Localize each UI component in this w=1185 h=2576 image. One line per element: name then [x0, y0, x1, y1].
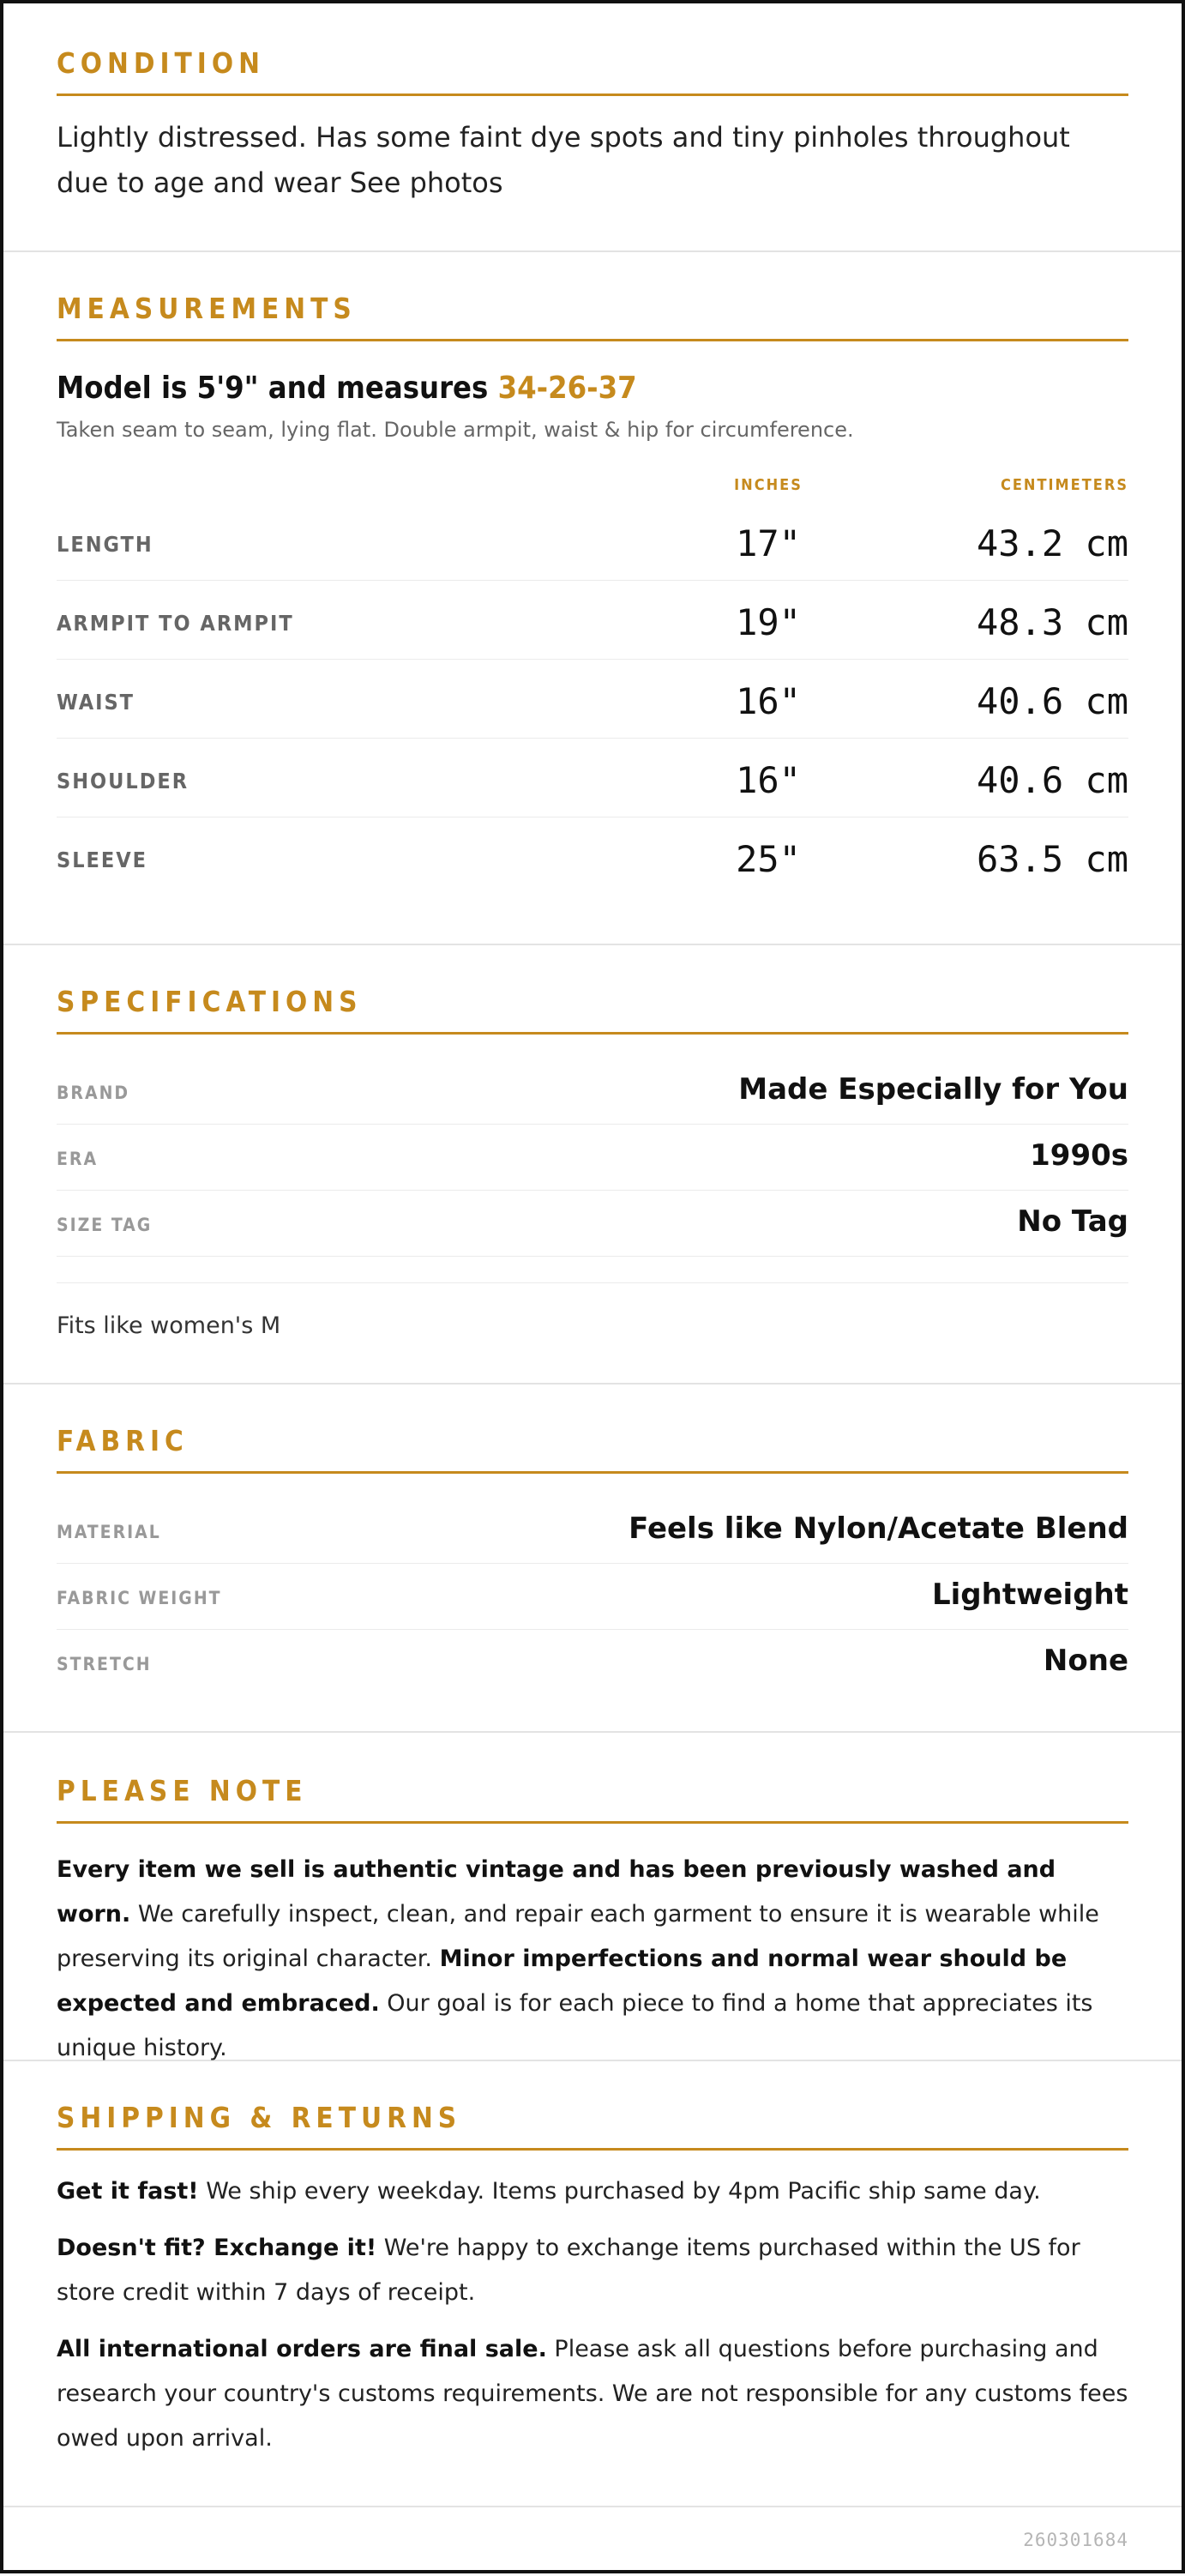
- measurement-label: WAIST: [57, 690, 135, 715]
- centimeters-column-header: CENTIMETERS: [1000, 476, 1128, 494]
- table-row: [57, 817, 1128, 896]
- fabric-label: FABRIC WEIGHT: [57, 1588, 222, 1608]
- measurement-note: Taken seam to seam, lying flat. Double armpit, waist & hip for circumference.: [57, 418, 854, 442]
- fabric-label: STRETCH: [57, 1654, 152, 1674]
- fabric-label: MATERIAL: [57, 1522, 161, 1542]
- table-row: [57, 660, 1128, 739]
- specifications-section: [3, 945, 1182, 1385]
- fit-note: Fits like women's M: [57, 1282, 1128, 1339]
- please-note-section: [3, 1733, 1182, 2061]
- list-item: [57, 1191, 1128, 1257]
- shipping-heading: SHIPPING & RETURNS: [57, 2101, 1128, 2151]
- fabric-list: [57, 1498, 1128, 1696]
- product-code: 260301684: [1023, 2530, 1128, 2550]
- list-item: [57, 2226, 1128, 2315]
- table-row: [57, 581, 1128, 660]
- list-item: [57, 2169, 1128, 2214]
- measurement-cm: 48.3 cm: [976, 601, 1128, 643]
- spec-value: 1990s: [1030, 1138, 1128, 1173]
- fabric-value: Feels like Nylon/Acetate Blend: [629, 1511, 1128, 1546]
- list-item: [57, 1630, 1128, 1696]
- inches-column-header: INCHES: [734, 476, 803, 494]
- shipping-text: We ship every weekday. Items purchased by 4pm Pacific ship same day.: [198, 2178, 1041, 2205]
- measurement-label: ARMPIT TO ARMPIT: [57, 611, 294, 636]
- table-row: [57, 739, 1128, 817]
- spec-value: Made Especially for You: [738, 1072, 1128, 1107]
- list-item: [57, 1125, 1128, 1191]
- model-measure-value: 34-26-37: [497, 371, 637, 406]
- measurement-cm: 40.6 cm: [976, 680, 1128, 722]
- list-item: [57, 1059, 1128, 1125]
- shipping-text: Please ask all questions before purchasing and research your country's customs requirements. We are not responsible for any customs fees owed upon arrival.: [57, 2336, 1128, 2452]
- shipping-list: [57, 2169, 1128, 2461]
- specifications-heading: SPECIFICATIONS: [57, 985, 1128, 1035]
- shipping-bold: Doesn't fit? Exchange it!: [57, 2235, 377, 2261]
- measurement-table: [57, 502, 1128, 896]
- measurement-cm: 63.5 cm: [976, 838, 1128, 880]
- measurements-section: [3, 252, 1182, 945]
- note-text-1: We carefully inspect, clean, and repair each garment to ensure it is wearable while preserving its original character.: [57, 1901, 1099, 1972]
- spec-label: BRAND: [57, 1083, 130, 1103]
- list-item: [57, 2327, 1128, 2461]
- measurement-inches: 17": [736, 522, 801, 564]
- shipping-returns-section: [3, 2061, 1182, 2507]
- measurement-inches: 19": [736, 601, 801, 643]
- measurement-inches: 16": [736, 680, 801, 722]
- list-item: [57, 1498, 1128, 1564]
- spec-label: ERA: [57, 1149, 99, 1169]
- footer: [3, 2507, 1182, 2576]
- measurement-cm: 43.2 cm: [976, 522, 1128, 564]
- measurement-label: SLEEVE: [57, 848, 148, 872]
- measurement-label: SHOULDER: [57, 769, 189, 793]
- fabric-section: [3, 1385, 1182, 1733]
- note-bold-2: Minor imperfections and normal wear should be expected and embraced.: [57, 1946, 1068, 2017]
- fabric-heading: FABRIC: [57, 1424, 1128, 1474]
- note-text-2: Our goal is for each piece to find a home that appreciates its unique history.: [57, 1990, 1093, 2061]
- measurement-inches: 25": [736, 838, 801, 880]
- condition-heading: CONDITION: [57, 46, 1128, 96]
- model-measure-prefix: Model is 5'9" and measures: [57, 371, 498, 406]
- model-measurements: [57, 371, 1128, 406]
- fabric-value: Lightweight: [931, 1578, 1128, 1612]
- please-note-heading: PLEASE NOTE: [57, 1774, 1128, 1824]
- please-note-text: [57, 1848, 1128, 2071]
- spec-value: No Tag: [1017, 1204, 1128, 1239]
- spec-label: SIZE TAG: [57, 1215, 153, 1235]
- fabric-value: None: [1043, 1644, 1128, 1678]
- condition-section: [3, 3, 1182, 252]
- specifications-list: [57, 1059, 1128, 1257]
- shipping-bold: All international orders are final sale.: [57, 2336, 547, 2362]
- measurement-inches: 16": [736, 759, 801, 801]
- shipping-bold: Get it fast!: [57, 2178, 199, 2205]
- condition-text: Lightly distressed. Has some faint dye spots and tiny pinholes throughout due to age and wear See photos: [57, 121, 1070, 199]
- list-item: [57, 1564, 1128, 1630]
- measurement-label: LENGTH: [57, 532, 153, 557]
- measurements-heading: MEASUREMENTS: [57, 292, 1128, 341]
- measurement-cm: 40.6 cm: [976, 759, 1128, 801]
- measurement-table-header: [57, 442, 1128, 502]
- table-row: [57, 502, 1128, 581]
- shipping-text: We're happy to exchange items purchased within the US for store credit within 7 days of receipt.: [57, 2235, 1080, 2306]
- note-bold-1: Every item we sell is authentic vintage and has been previously washed and worn.: [57, 1856, 1056, 1927]
